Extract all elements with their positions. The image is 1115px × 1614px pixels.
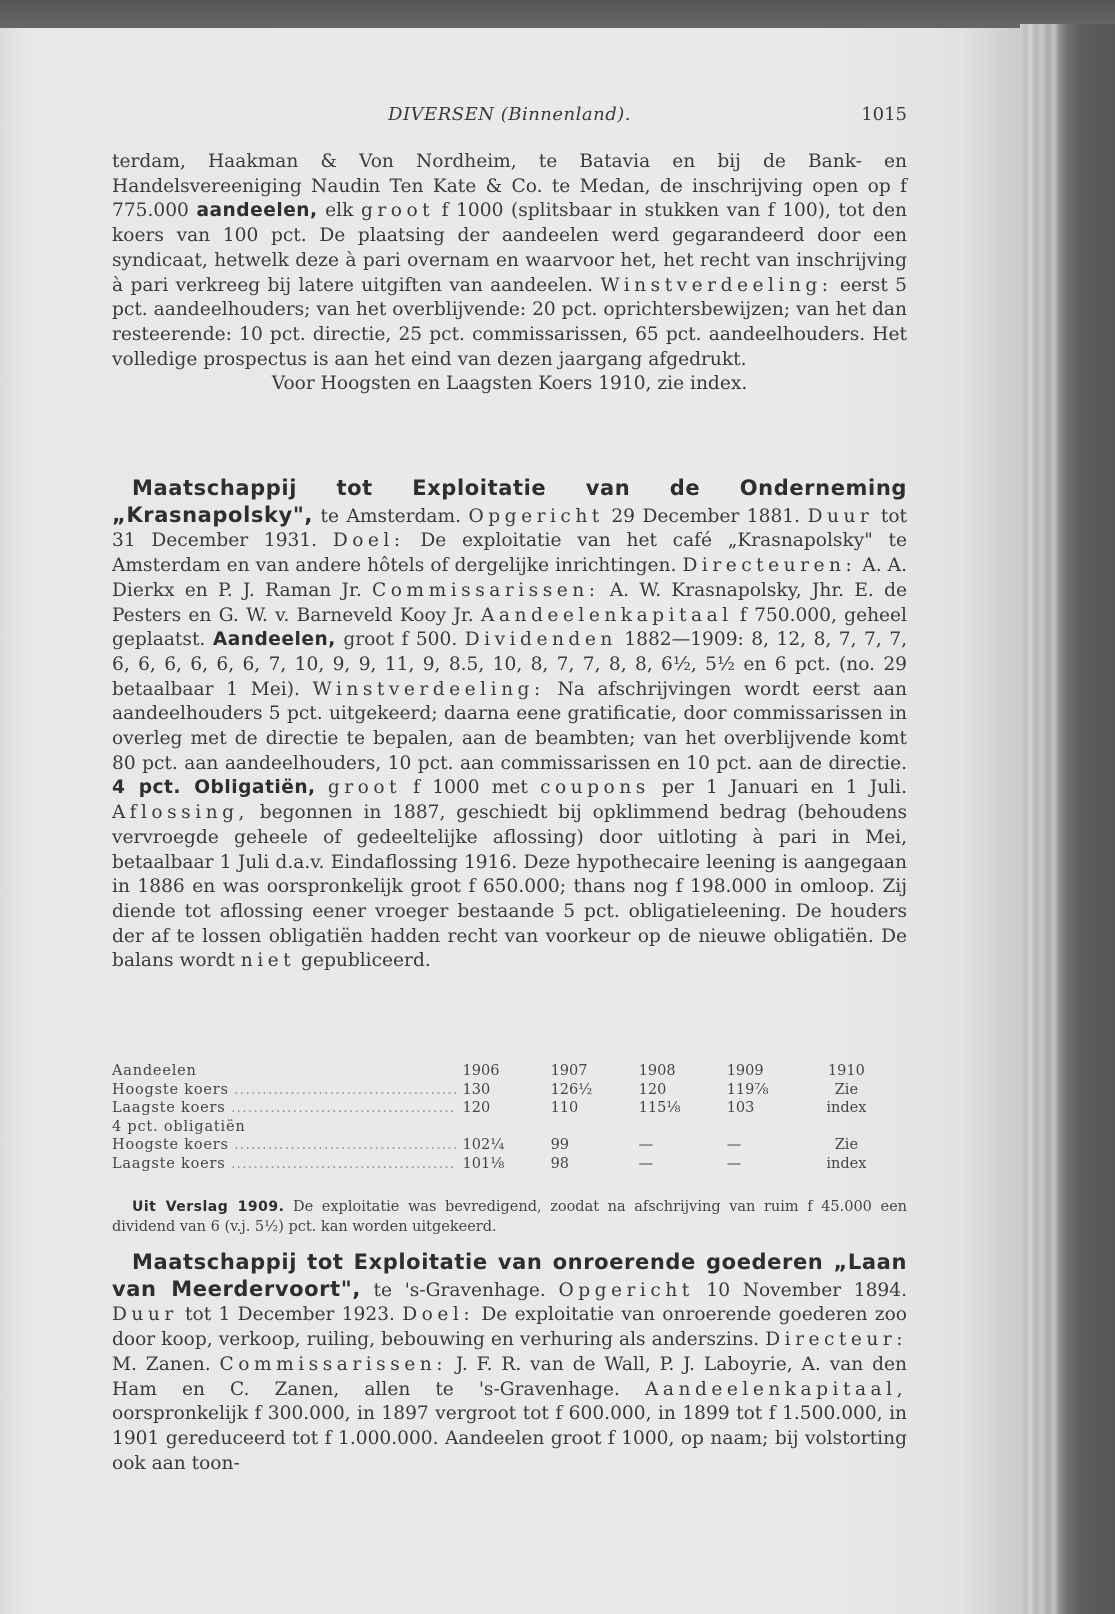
verslag-label: Uit Verslag 1909.	[132, 1199, 285, 1215]
leader-dots: ........................................	[234, 1137, 459, 1153]
year-1908: 1908	[638, 1063, 676, 1079]
cell: index	[826, 1100, 867, 1116]
text: f 750.000, geheel geplaatst.	[112, 604, 908, 651]
year-1910: 1910	[827, 1063, 865, 1079]
spaced-term: niet	[240, 950, 296, 972]
text: De exploitatie van onroerende goederen zoo door koop, verkoop, ruiling, bebouwing en verhuring als anderszins.	[112, 1304, 907, 1351]
text: A. W. Krasnapolsky, Jhr. E. de Pesters en G. W. v. Barneveld Kooy Jr.	[112, 579, 907, 626]
text: J. F. R. van de Wall, P. J. Laboyrie, A. van den Ham en C. Zanen, allen te 's-Gravenhage.	[112, 1353, 907, 1400]
text	[316, 777, 328, 798]
row-label	[112, 1136, 459, 1155]
leader-dots: ........................................	[230, 1155, 456, 1172]
year-1906: 1906	[462, 1063, 500, 1079]
text: De exploitatie van het café „Krasnapolsky" te Amsterdam en van andere hôtels of dergelijke inrichtingen.	[112, 530, 907, 577]
table-row	[112, 1099, 882, 1118]
bold-term: 4 pct. Obligatiën,	[112, 777, 316, 799]
spaced-term: Directeur:	[765, 1329, 907, 1351]
text: tot 31 December 1931.	[112, 505, 907, 552]
text: eerst 5 pct. aandeelhouders; van het overblijvende: 20 pct. oprichtersbewijzen; van het dan resteerende: 10 pct. directie, 25 pct. commissarissen, 65 pct. aandeelhouders. Het volledige prospectus is aan het eind van dezen jaargang afgedrukt.	[112, 274, 908, 370]
amount: f 775.000	[112, 175, 907, 222]
text: f 1000 met	[400, 777, 541, 799]
leader-dots: ........................................	[230, 1100, 456, 1116]
entry-meerdervoort	[112, 1250, 907, 1476]
koers-table	[112, 1062, 882, 1173]
continued-paragraph	[112, 150, 907, 372]
year-1907: 1907	[550, 1063, 588, 1079]
text: per 1 Januari en 1 Juli.	[649, 777, 907, 799]
cell: 102¼	[462, 1137, 505, 1153]
spaced-term: Doel:	[402, 1304, 475, 1326]
spaced-term: Opgericht	[558, 1279, 694, 1301]
row-label	[112, 1099, 459, 1118]
cell: 130	[462, 1081, 491, 1098]
spaced-term: Aandeelenkapitaal	[480, 604, 733, 626]
spaced-term: Commissarissen:	[219, 1353, 447, 1375]
cell: 119⅞	[726, 1081, 769, 1098]
running-head	[112, 104, 907, 130]
cell: 110	[550, 1100, 579, 1116]
year-1909: 1909	[726, 1063, 764, 1079]
row-label	[112, 1155, 459, 1174]
label-text: Hoogste koers	[112, 1081, 229, 1098]
cell: Zie	[834, 1081, 859, 1098]
spaced-term: Directeuren:	[682, 555, 857, 577]
koers-note: Voor Hoogsten en Laagsten Koers 1910, zie index.	[271, 373, 748, 395]
table-section-row	[112, 1118, 882, 1137]
cell: 98	[550, 1155, 570, 1172]
label-text: Laagste koers	[112, 1100, 226, 1116]
entry-heading: Maatschappij tot Exploitatie van de Onderneming „Krasnapolsky",	[112, 476, 907, 527]
text: elk	[317, 200, 361, 222]
spaced-term: Duur	[807, 505, 874, 527]
book-binding-edge	[1020, 24, 1115, 1614]
verslag-paragraph	[112, 1198, 907, 1237]
cell: 115⅛	[638, 1100, 681, 1116]
table-row	[112, 1136, 882, 1155]
text: 1882—1909: 8, 12, 8, 7, 7, 7, 6, 6, 6, 6, 6, 6, 7, 10, 9, 9, 11, 9, 8.5, 10, 8, 7, 7, 8, 8, 6½, 5½ en 6 pct. (no. 29 betaalbaar 1 Mei).	[112, 629, 908, 700]
cell: Zie	[834, 1137, 859, 1153]
cell: 99	[550, 1137, 570, 1153]
cell: —	[638, 1155, 654, 1172]
cell: 101⅛	[462, 1155, 505, 1172]
bold-term: aandeelen,	[196, 200, 318, 222]
spaced-term: Duur	[112, 1304, 178, 1326]
spaced-term: Aflossing,	[112, 802, 249, 824]
text: 10 November 1894.	[693, 1279, 907, 1301]
continued-entry	[112, 150, 907, 397]
spaced-term: Opgericht	[468, 505, 604, 527]
spaced-term: Aandeelenkapitaal,	[644, 1378, 907, 1400]
spaced-term: coupons	[540, 777, 650, 799]
text: f 1000 (splitsbaar in stukken van f 100), tot den koers van 100 pct. De plaatsing der aandeelen werd gegarandeerd door een syndicaat, hetwelk deze à pari overnam en waarvoor het, het recht van inschrijving à pari verkreeg bij latere uitgiften van aandeelen.	[112, 200, 907, 296]
table-header-row	[112, 1062, 882, 1081]
bold-term: Aandeelen,	[212, 629, 336, 651]
row-label	[112, 1081, 459, 1100]
spaced-term: Doel:	[332, 530, 405, 552]
spaced-term: Winstverdeeling:	[312, 678, 545, 700]
label-text: Hoogste koers	[112, 1137, 229, 1153]
text: te 's-Gravenhage.	[360, 1279, 559, 1301]
text: M. Zanen.	[112, 1353, 220, 1375]
table-row	[112, 1155, 882, 1174]
text: 29 December 1881.	[603, 505, 808, 527]
krasnapolsky-paragraph	[112, 476, 907, 974]
cell: 120	[462, 1100, 491, 1116]
page-number: 1015	[861, 104, 907, 125]
cell: —	[638, 1137, 654, 1153]
verslag-note	[112, 1198, 907, 1237]
cell: —	[726, 1155, 742, 1172]
cell: index	[826, 1155, 867, 1172]
spaced-term: Commissarissen:	[372, 579, 600, 601]
text: terdam, Haakman & Von Nordheim, te Batavia en bij de Bank- en Handelsvereeniging Naudin Ten Kate & Co. te Medan, de inschrijving open op	[112, 151, 907, 197]
text: gepubliceerd.	[295, 950, 431, 972]
cell: 120	[638, 1081, 667, 1098]
text: tot 1 December 1923.	[177, 1304, 403, 1326]
leader-dots: ........................................	[234, 1081, 459, 1098]
label-text: Laagste koers	[112, 1155, 226, 1172]
section-label: 4 pct. obligatiën	[112, 1118, 246, 1135]
entry-heading: Maatschappij tot Exploitatie van onroerende goederen „Laan van Meerdervoort",	[112, 1250, 907, 1301]
table-header-label: Aandeelen	[112, 1063, 197, 1079]
text: oorspronkelijk f 300.000, in 1897 vergroot tot f 600.000, in 1899 tot f 1.500.000, in 1901 gereduceerd tot f 1.000.000. Aandeelen groot f 1000, op naam; bij volstorting ook aan toon-	[112, 1403, 907, 1474]
cell: 103	[726, 1100, 755, 1116]
text: groot f 500.	[335, 629, 465, 651]
meerdervoort-paragraph	[112, 1250, 907, 1476]
running-head-title: DIVERSEN (Binnenland).	[388, 104, 631, 125]
cell: —	[726, 1137, 742, 1153]
text: begonnen in 1887, geschiedt bij opklimmend bedrag (behoudens vervroegde geheele of gedeeltelijke aflossing) door uitloting à pari in Mei, betaalbaar 1 Juli d.a.v. Eindaflossing 1916. Deze hypothecaire leening is aangegaan in 1886 en was oorspronkelijk groot f 650.000; thans nog f 198.000 in omloop. Zij diende tot aflossing eener vroeger bestaande 5 pct. obligatieleening. De houders der af te lossen obligatiën hadden recht van voorkeur op de nieuwe obligatiën. De balans wordt	[112, 802, 907, 972]
verslag-text: De exploitatie was bevredigend, zoodat na afschrijving van ruim f 45.000 een dividend van 6 (v.j. 5½) pct. kan worden uitgekeerd.	[112, 1199, 907, 1235]
entry-krasnapolsky	[112, 476, 907, 974]
spaced-term: groot	[327, 777, 401, 799]
scan-top-edge	[0, 0, 1115, 28]
cell: 126½	[550, 1081, 593, 1098]
text: te Amsterdam.	[312, 505, 469, 527]
text: A. A. Dierkx en P. J. Raman Jr.	[112, 555, 907, 601]
text: Na afschrijvingen wordt eerst aan aandeelhouders 5 pct. uitgekeerd; daarna eene gratificatie, door commissarissen in overleg met de directie te bepalen, aan de beambten; van het overblijvende komt 80 pct. aan aandeelhouders, 10 pct. aan commissarissen en 10 pct. aan de directie.	[112, 678, 907, 774]
spaced-term: groot	[360, 200, 435, 222]
spaced-term: Winstverdeeling:	[600, 274, 833, 296]
spaced-term: Dividenden	[464, 629, 617, 651]
table-row	[112, 1081, 882, 1100]
